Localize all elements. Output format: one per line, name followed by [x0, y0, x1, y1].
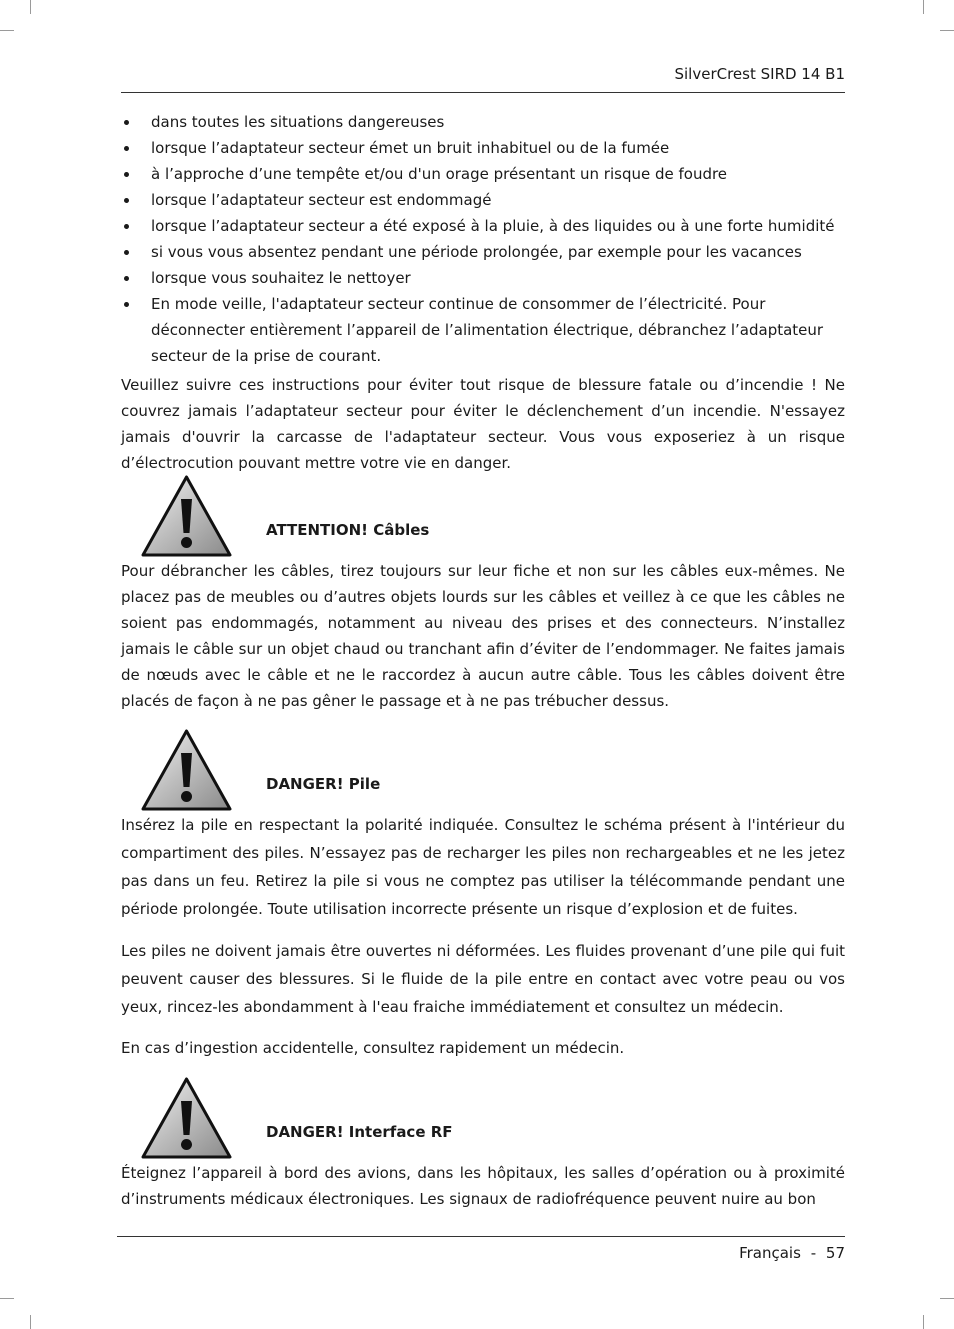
bullet-dot-icon: [124, 276, 129, 281]
page-number: 57: [825, 1244, 845, 1262]
crop-mark: [923, 0, 924, 14]
intro-paragraph: Veuillez suivre ces instructions pour éviter tout risque de blessure fatale ou d’incendie ! Ne couvrez jamais l’adaptateur secteur pour éviter le déclenchement d’un incendie. N'essayez jamais d'ouvrir la carcasse de l'adaptateur secteur. Vous vous exposeriez à un risque d’électrocution pouvant mettre votre vie en danger.: [121, 376, 845, 472]
bullet-list: [121, 109, 845, 369]
list-item: lorsque vous souhaitez le nettoyer: [121, 265, 845, 291]
list-item: si vous vous absentez pendant une période prolongée, par exemple pour les vacances: [121, 239, 845, 265]
crop-mark: [0, 30, 14, 31]
crop-mark: [940, 30, 954, 31]
list-item: à l’approche d’une tempête et/ou d'un orage présentant un risque de foudre: [121, 161, 845, 187]
header-rule: [121, 92, 845, 93]
page-header-title: SilverCrest SIRD 14 B1: [674, 65, 845, 83]
list-item: lorsque l’adaptateur secteur a été exposé à la pluie, à des liquides ou à une forte humidité: [121, 213, 845, 239]
bullet-dot-icon: [124, 224, 129, 229]
bullet-dot-icon: [124, 302, 129, 307]
list-item: lorsque l’adaptateur secteur est endommagé: [121, 187, 845, 213]
page-footer: [739, 1243, 845, 1263]
warning-triangle-icon: [141, 1077, 232, 1159]
warning-title-cables: ATTENTION! Câbles: [266, 521, 430, 539]
cables-paragraph: Pour débrancher les câbles, tirez toujours sur leur fiche et non sur les câbles eux-mêmes. Ne placez pas de meubles ou d’autres objets lourds sur les câbles et veillez à ce que les câbles ne soient pas endommagés, notamment au niveau des prises et des connecteurs. N’installez jamais le câble sur un objet chaud ou tranchant afin d’éviter de l’endommager. Ne faites jamais de nœuds avec le câble et ne le raccordez à aucun autre câble. Tous les câbles doivent être placés de façon à ne pas gêner le passage et à ne pas trébucher dessus.: [121, 562, 845, 710]
list-item: dans toutes les situations dangereuses: [121, 109, 845, 135]
bullet-dot-icon: [124, 146, 129, 151]
pile-paragraph-2: Les piles ne doivent jamais être ouvertes ni déformées. Les fluides provenant d’une pile qui fuit peuvent causer des blessures. Si le fluide de la pile entre en contact avec votre peau ou vos yeux, rincez-les abondamment à l'eau fraiche immédiatement et consultez un médecin.: [121, 942, 845, 1016]
crop-mark: [30, 1315, 31, 1329]
crop-mark: [940, 1298, 954, 1299]
list-item: lorsque l’adaptateur secteur émet un bruit inhabituel ou de la fumée: [121, 135, 845, 161]
crop-mark: [0, 1298, 14, 1299]
crop-mark: [923, 1315, 924, 1329]
warning-title-pile: DANGER! Pile: [266, 775, 381, 793]
pile-paragraph-3: En cas d’ingestion accidentelle, consultez rapidement un médecin.: [121, 1039, 625, 1057]
footer-language: Français: [739, 1244, 801, 1262]
footer-rule: [117, 1236, 845, 1237]
bullet-dot-icon: [124, 198, 129, 203]
pile-paragraph-1: Insérez la pile en respectant la polarité indiquée. Consultez le schéma présent à l'intérieur du compartiment des piles. N’essayez pas de recharger les piles non rechargeables et ne les jetez pas dans un feu. Retirez la pile si vous ne comptez pas utiliser la télécommande pendant une période prolongée. Toute utilisation incorrecte présente un risque d’explosion et de fuites.: [121, 816, 845, 918]
crop-mark: [30, 0, 31, 14]
footer-separator: -: [810, 1244, 817, 1262]
rf-paragraph: Éteignez l’appareil à bord des avions, dans les hôpitaux, les salles d’opération ou à proximité d’instruments médicaux électroniques. Les signaux de radiofréquence peuvent nuire au bon: [121, 1164, 845, 1208]
list-item: En mode veille, l'adaptateur secteur continue de consommer de l’électricité. Pour déconnecter entièrement l’appareil de l’alimentation électrique, débranchez l’adaptateur secteur de la prise de courant.: [121, 291, 845, 369]
bullet-dot-icon: [124, 250, 129, 255]
warning-triangle-icon: [141, 475, 232, 557]
bullet-dot-icon: [124, 120, 129, 125]
bullet-dot-icon: [124, 172, 129, 177]
warning-title-rf: DANGER! Interface RF: [266, 1123, 453, 1141]
warning-triangle-icon: [141, 729, 232, 811]
